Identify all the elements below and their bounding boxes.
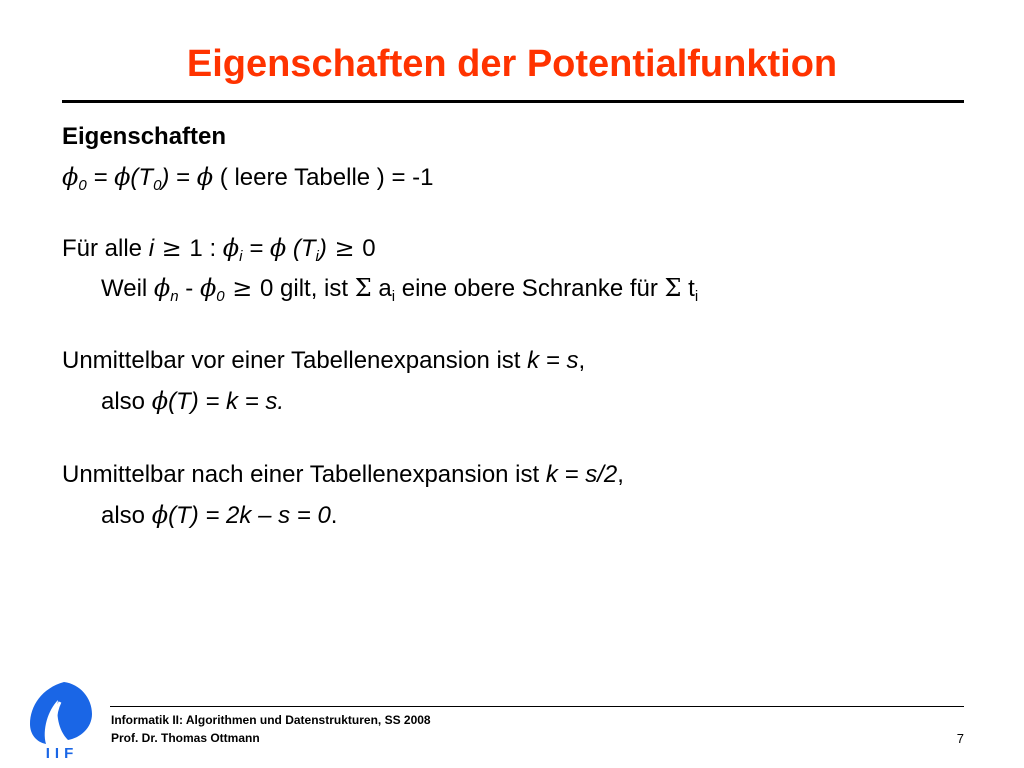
- text-after-expansion: Unmittelbar nach einer Tabellenexpansion ist k = s/2,: [62, 461, 624, 488]
- formula-also-2: also ϕ(T) = 2k – s = 0.: [101, 501, 338, 529]
- iif-logo: [24, 680, 100, 760]
- svg-text:IIF: IIF: [45, 745, 79, 760]
- formula-phi0: $\phi_0 = \phi(T_0) = \phi$ ( leere Tabelle ) = -1: [62, 163, 434, 194]
- title-divider: [62, 100, 964, 103]
- formula-also-1: also ϕ(T) = k = s.: [101, 387, 285, 415]
- footer-course: Informatik II: Algorithmen und Datenstrukturen, SS 2008: [111, 713, 431, 727]
- formula-weil: Weil $\phi_n - \phi_0 \ge 0$ gilt, ist Σ $a_i$ eine obere Schranke für Σ $t_i$: [101, 274, 699, 305]
- footer-divider: [110, 706, 964, 707]
- footer-author: Prof. Dr. Thomas Ottmann: [111, 731, 260, 745]
- text-before-expansion: Unmittelbar vor einer Tabellenexpansion ist k = s,: [62, 347, 586, 374]
- page-number: 7: [956, 731, 964, 746]
- slide-title: Eigenschaften der Potentialfunktion: [186, 43, 838, 85]
- formula-forall: Für alle i ≥ 1 : $\phi_i = \phi$ $(T_i) \ge 0$: [62, 234, 376, 265]
- section-heading: Eigenschaften: [62, 123, 227, 150]
